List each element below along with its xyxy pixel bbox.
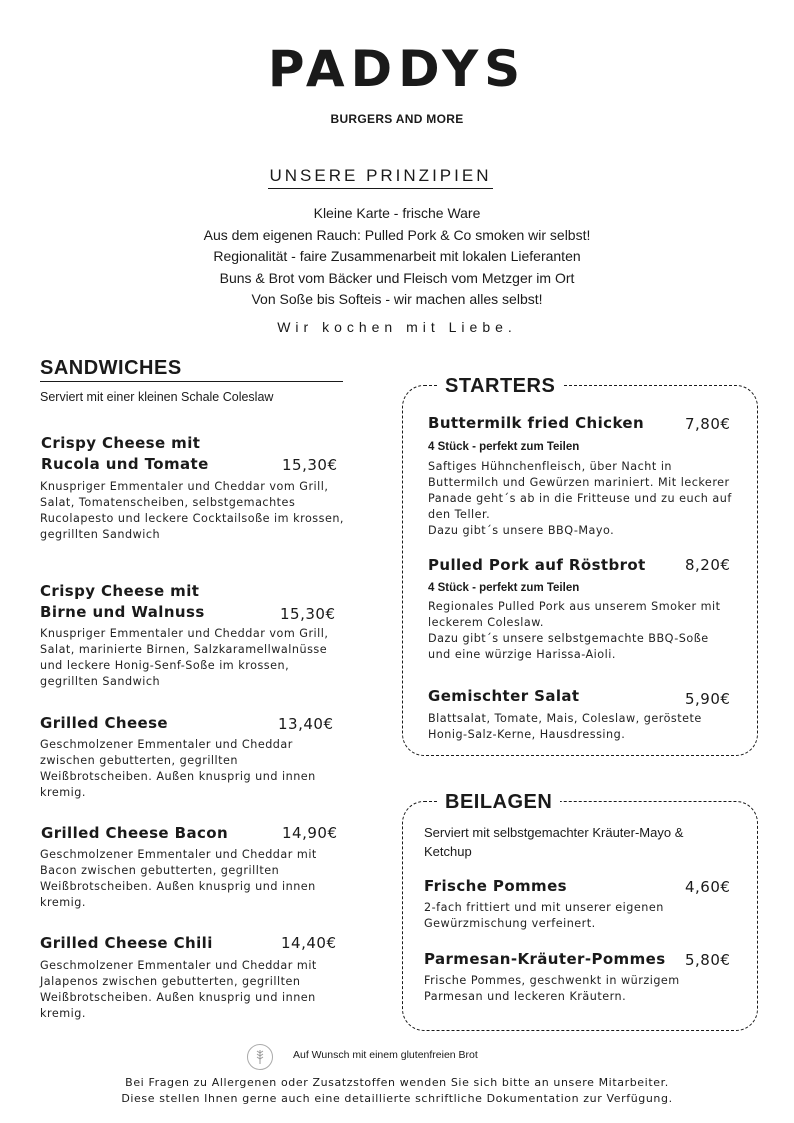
side-description: 2-fach frittiert und mit unserer eigenen Gewürzmischung verfeinert. [424, 901, 664, 930]
allergen-line: Bei Fragen zu Allergenen oder Zusatzstoffen wenden Sie sich bitte an unsere Mitarbeiter. [125, 1076, 669, 1089]
sandwich-description: Geschmolzener Emmentaler und Cheddar mit Jalapenos zwischen gebutterten, gegrillten Weißbrotscheiben. Außen knusprig und innen kremig. [40, 959, 317, 1020]
sandwich-description: Geschmolzener Emmentaler und Cheddar zwischen gebutterten, gegrillten Weißbrotscheiben. Außen knusprig und innen kremig. [40, 738, 316, 799]
sandwich-description: Geschmolzener Emmentaler und Cheddar mit Bacon zwischen gebutterten, gegrillten Weißbrotscheiben. Außen knusprig und innen kremig. [40, 848, 317, 909]
principle-line: Regionalität - faire Zusammenarbeit mit lokalen Lieferanten [213, 248, 581, 264]
sandwich-description: Knuspriger Emmentaler und Cheddar vom Grill, Salat, Tomatenscheiben, selbstgemachtes Rucolapesto und leckere Cocktailsoße im krossen, gegrillten Sandwich [40, 480, 344, 541]
side-name: Parmesan-Kräuter-Pommes [424, 950, 666, 968]
starters-heading: STARTERS [437, 374, 563, 398]
starter-name: Gemischter Salat [428, 687, 580, 705]
sandwich-price: 14,40€ [281, 934, 337, 952]
gluten-free-icon [247, 1044, 273, 1070]
principles-list [0, 203, 794, 311]
sandwich-name [40, 581, 205, 623]
sandwich-name: Grilled Cheese Chili [40, 934, 213, 952]
starter-description-text: Dazu gibt´s unsere selbstgemachte BBQ-Soße und eine würzige Harissa-Aioli. [428, 632, 709, 661]
sandwich-price: 13,40€ [278, 715, 334, 733]
starter-subtitle: 4 Stück - perfekt zum Teilen [428, 441, 580, 453]
gluten-free-note: Auf Wunsch mit einem glutenfreien Brot [293, 1049, 478, 1061]
starter-price: 5,90€ [685, 690, 731, 708]
starter-description-text: Saftiges Hühnchenfleisch, über Nacht in Buttermilch und Gewürzen mariniert. Mit leckerer Panade geht´s ab in die Fritteuse und zu euch auf den Teller. [428, 460, 732, 521]
sandwich-price: 15,30€ [282, 456, 338, 474]
starter-subtitle: 4 Stück - perfekt zum Teilen [428, 582, 580, 594]
sandwich-name-line: Birne und Walnuss [40, 603, 205, 621]
principle-line: Buns & Brot vom Bäcker und Fleisch vom Metzger im Ort [219, 269, 575, 286]
starter-description [428, 599, 728, 663]
side-description: Frische Pommes, geschwenkt in würzigem Parmesan und leckeren Kräutern. [424, 974, 680, 1003]
starter-name: Buttermilk fried Chicken [428, 414, 645, 432]
sandwich-price: 14,90€ [282, 824, 338, 842]
sandwich-name: Grilled Cheese Bacon [41, 824, 229, 842]
sandwich-name-line: Crispy Cheese mit [40, 582, 200, 600]
allergen-info [0, 1075, 794, 1107]
starter-description-text: Regionales Pulled Pork aus unserem Smoker mit leckerem Coleslaw. [428, 600, 721, 629]
beilagen-note: Serviert mit selbstgemachter Kräuter-Mayo & Ketchup [424, 825, 684, 859]
starter-name: Pulled Pork auf Röstbrot [428, 556, 646, 574]
starter-price: 7,80€ [685, 415, 731, 433]
sandwiches-heading: SANDWICHES [40, 357, 343, 382]
restaurant-logo: PADDYS [267, 40, 527, 98]
principle-line: Von Soße bis Softeis - wir machen alles selbst! [251, 291, 543, 307]
sandwich-price: 15,30€ [280, 605, 336, 623]
starter-description [428, 459, 740, 539]
beilagen-heading: BEILAGEN [437, 790, 560, 814]
principle-line: Kleine Karte - frische Ware [313, 205, 481, 221]
sandwich-name-line: Crispy Cheese mit [41, 434, 201, 452]
principles-title: UNSERE PRINZIPIEN [268, 166, 493, 189]
principle-line: Aus dem eigenen Rauch: Pulled Pork & Co smoken wir selbst! [203, 226, 591, 243]
restaurant-tagline: BURGERS AND MORE [330, 112, 464, 126]
sandwich-name-line: Rucola und Tomate [41, 455, 209, 473]
starter-price: 8,20€ [685, 556, 731, 574]
sandwich-name [41, 433, 209, 475]
allergen-line: Diese stellen Ihnen gerne auch eine detaillierte schriftliche Dokumentation zur Verfügung. [121, 1092, 673, 1105]
side-price: 4,60€ [685, 878, 731, 896]
side-name: Frische Pommes [424, 877, 567, 895]
sandwiches-note: Serviert mit einer kleinen Schale Coleslaw [40, 390, 274, 404]
side-price: 5,80€ [685, 951, 731, 969]
principles-motto: Wir kochen mit Liebe. [277, 319, 517, 335]
sandwich-name: Grilled Cheese [40, 714, 169, 732]
starter-description: Blattsalat, Tomate, Mais, Coleslaw, geröstete Honig-Salz-Kerne, Hausdressing. [428, 712, 702, 741]
sandwich-description: Knuspriger Emmentaler und Cheddar vom Grill, Salat, marinierte Birnen, Salzkaramellwalnüsse und leckere Honig-Senf-Soße im krossen, gegrillten Sandwich [40, 627, 329, 688]
starter-description-text: Dazu gibt´s unsere BBQ-Mayo. [428, 524, 615, 537]
